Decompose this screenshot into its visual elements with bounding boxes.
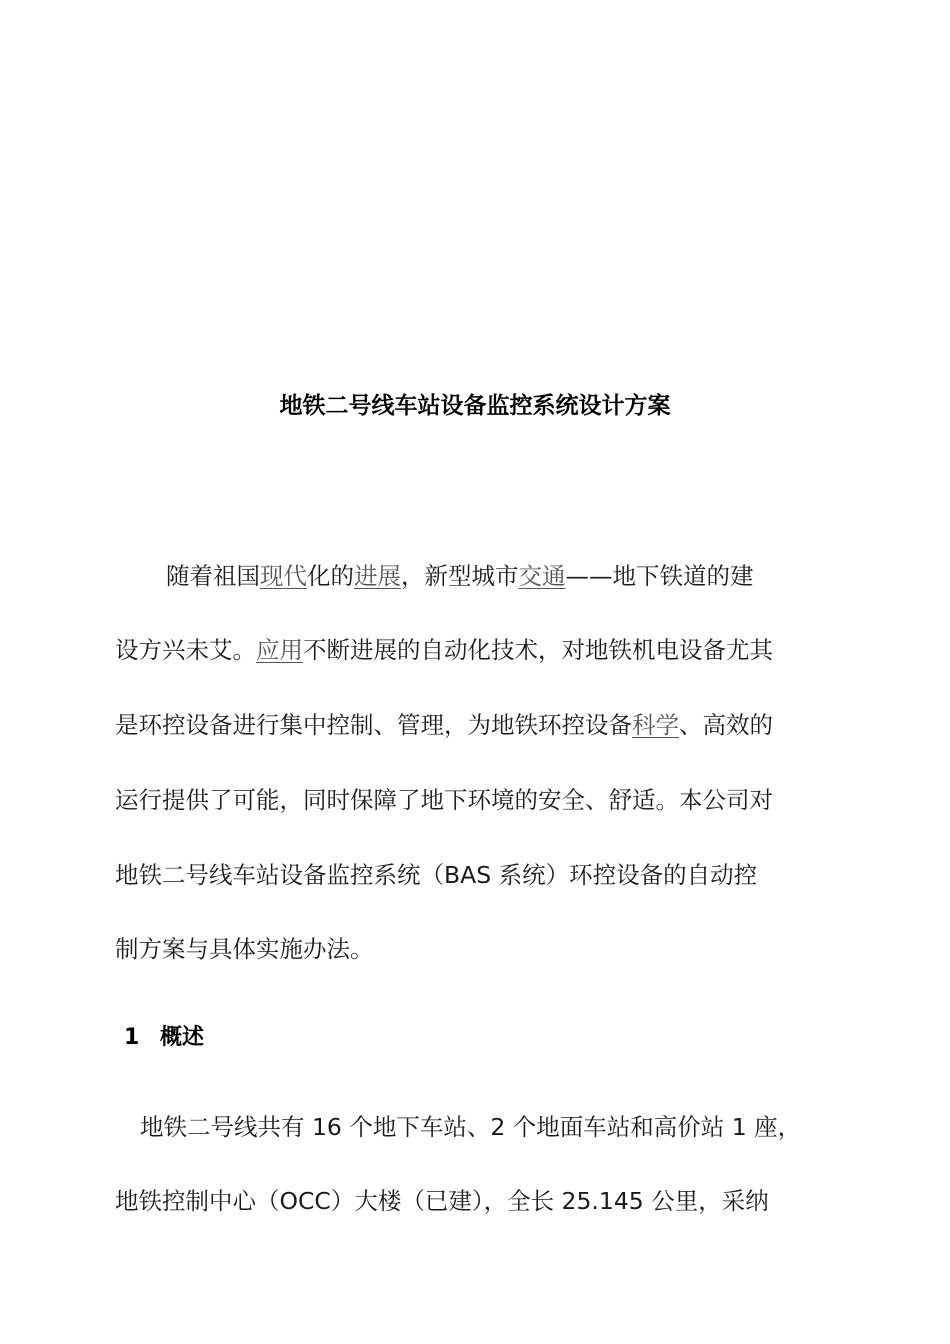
intro-line-5: 地铁二号线车站设备监控系统（BAS 系统）环控设备的自动控	[115, 861, 758, 889]
intro-line-4: 运行提供了可能，同时保障了地下环境的安全、舒适。本公司对	[115, 786, 773, 814]
link-traffic[interactable]: 交通	[518, 562, 566, 590]
intro-line-1: 随着祖国现代化的进展，新型城市交通——地下铁道的建	[166, 562, 754, 590]
document-title: 地铁二号线车站设备监控系统设计方案	[279, 393, 671, 419]
section-1-heading	[124, 1018, 204, 1058]
intro-line-3: 是环控设备进行集中控制、管理，为地铁环控设备科学、高效的	[115, 711, 773, 739]
section-1-line-1: 地铁二号线共有 16 个地下车站、2 个地面车站和高价站 1 座，	[140, 1113, 802, 1141]
section-1-number: 1	[124, 1025, 140, 1050]
link-application[interactable]: 应用	[256, 636, 303, 664]
intro-line-2: 设方兴未艾。应用不断进展的自动化技术，对地铁机电设备尤其	[115, 636, 773, 664]
section-1-title: 概述	[160, 1025, 205, 1050]
intro-line-6: 制方案与具体实施办法。	[115, 935, 374, 963]
link-modern[interactable]: 现代	[260, 562, 307, 590]
link-science[interactable]: 科学	[632, 711, 679, 739]
link-progress[interactable]: 进展	[354, 562, 401, 590]
section-1-line-2: 地铁控制中心（OCC）大楼（已建），全长 25.145 公里，采纳	[115, 1187, 769, 1215]
